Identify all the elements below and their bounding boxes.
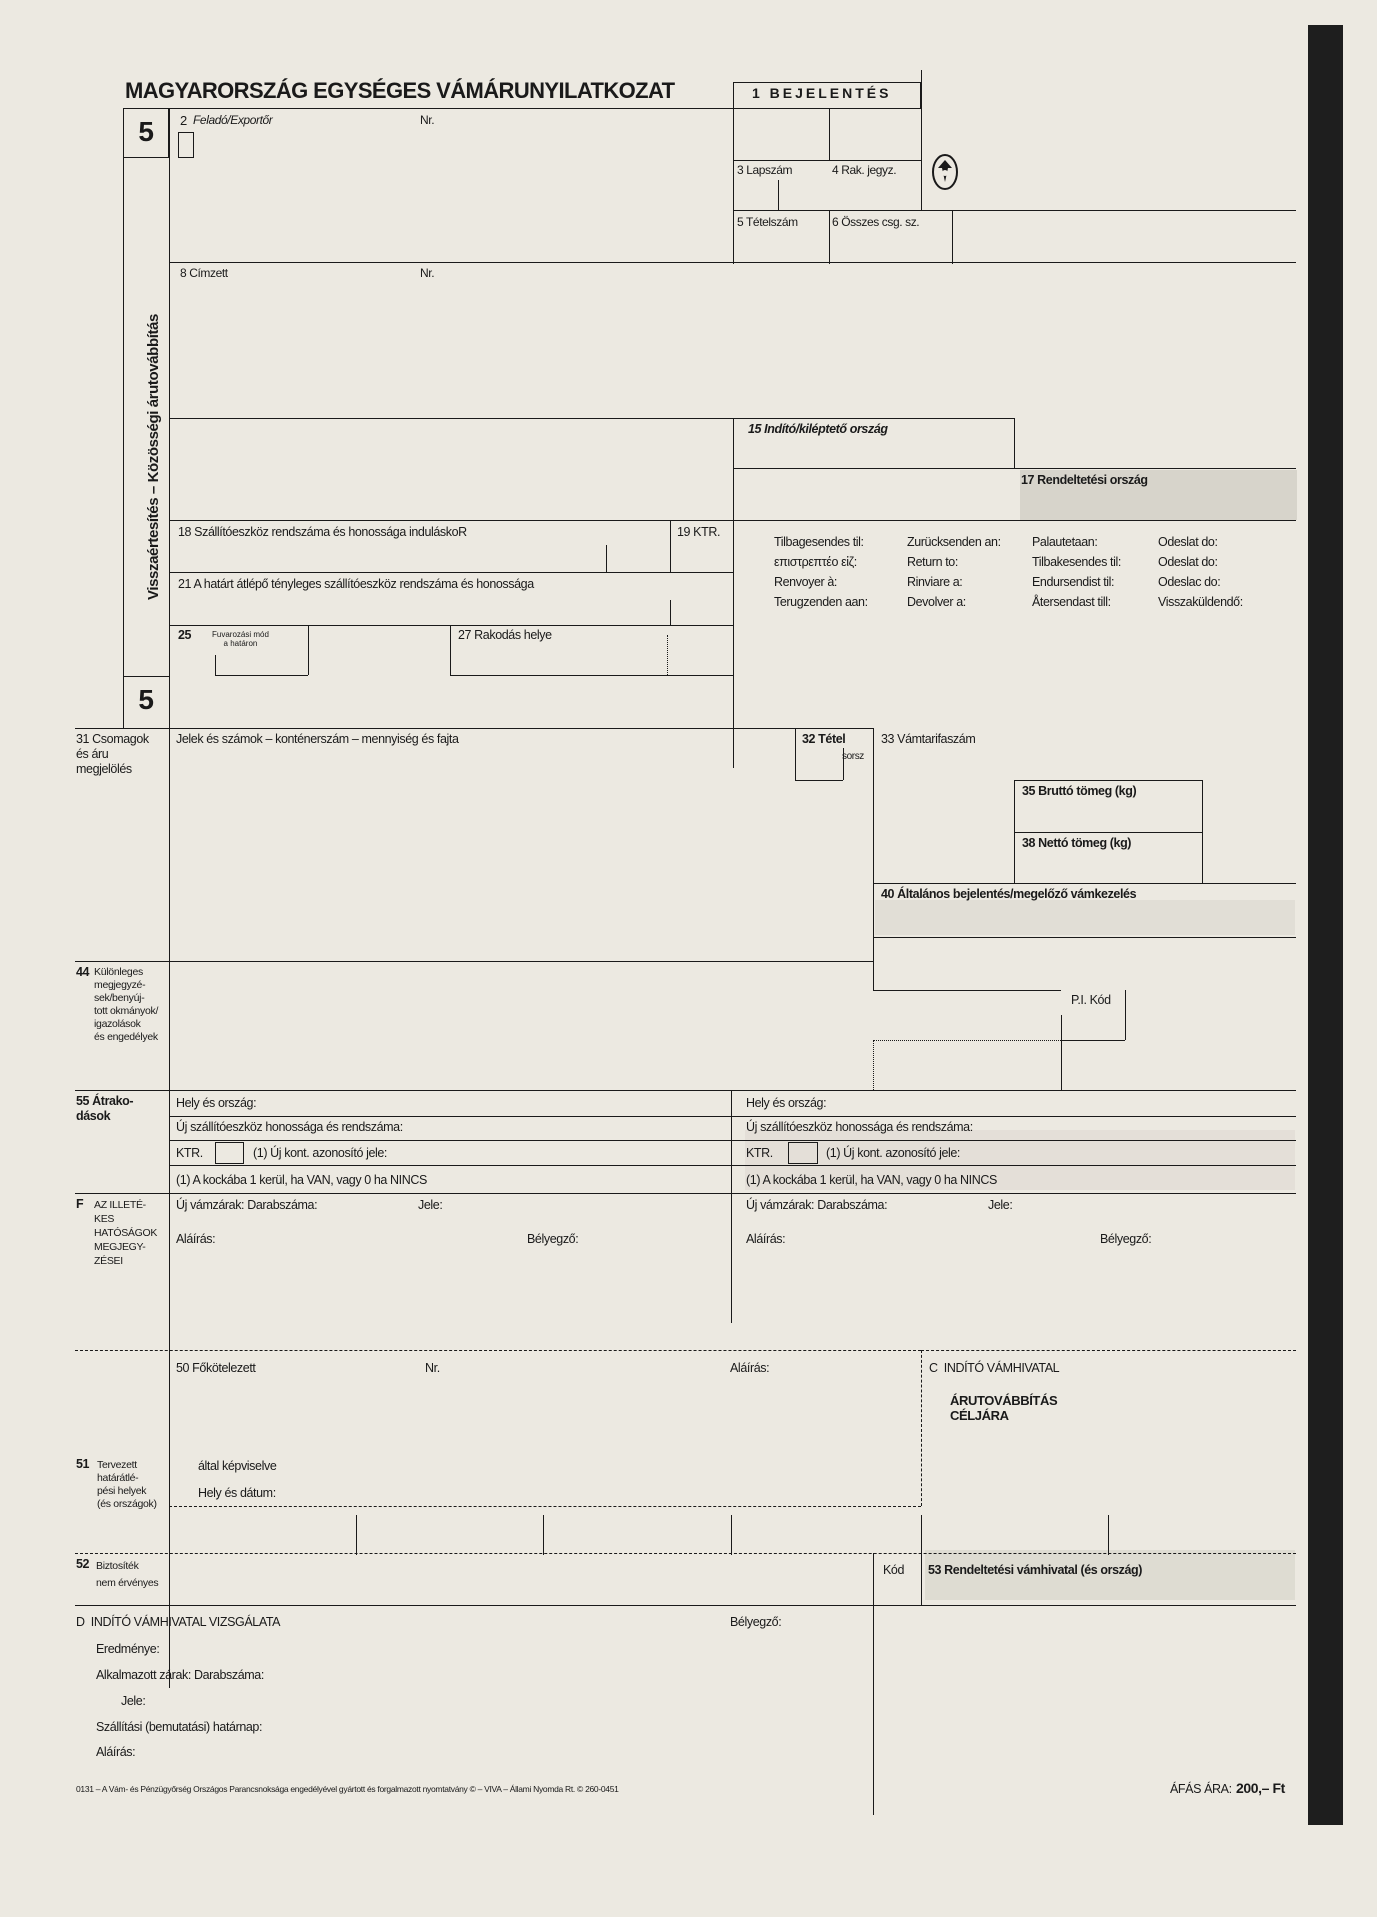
return-address: Odeslat do: (1158, 535, 1218, 549)
field-3-label: 3 Lapszám (737, 163, 793, 177)
field-c-sub-label: ÁRUTOVÁBBÍTÁS CÉLJÁRA (950, 1393, 1058, 1423)
field-44-label: Különleges megjegyzé- sek/benyúj- tott okmányok/ igazolások és engedélyek (94, 966, 159, 1043)
field-18-label: 18 Szállítóeszköz rendszáma és honossága induláskoR (178, 525, 467, 539)
return-address: Endursendist til: (1032, 575, 1115, 589)
line (450, 625, 451, 675)
transhipment-place-left: Hely és ország: (176, 1096, 257, 1110)
field-17-label: 17 Rendeltetési ország (1021, 473, 1148, 487)
seals-mark-left: Jele: (418, 1198, 443, 1212)
return-address: Tilbagesendes til: (774, 535, 864, 549)
transhipment-vehicle-right: Új szállítóeszköz honossága és rendszáma: (746, 1120, 973, 1134)
line (308, 625, 309, 675)
field-51-number: 51 (76, 1457, 90, 1471)
field-40-label: 40 Általános bejelentés/megelőző vámkezelés (881, 887, 1137, 901)
field-25-label: Fuvarozási mód a határon (212, 630, 269, 648)
line (169, 262, 1296, 263)
field-52-label: Biztosíték nem érvényes (96, 1560, 159, 1589)
line (169, 1165, 1296, 1166)
field-d-deadline: Szállítási (bemutatási) határnap: (96, 1720, 263, 1734)
line (169, 1506, 921, 1507)
field-d-seals-mark: Jele: (121, 1694, 146, 1708)
line (733, 210, 1296, 211)
field-d-result: Eredménye: (96, 1642, 160, 1656)
return-address: Odeslac do: (1158, 575, 1221, 589)
field-33-label: 33 Vámtarifaszám (881, 732, 976, 746)
line (75, 1350, 921, 1351)
field-15-label: 15 Indító/kiléptető ország (748, 422, 888, 436)
line (670, 545, 671, 572)
line (921, 1515, 922, 1555)
field-38-label: 38 Nettó tömeg (kg) (1022, 836, 1132, 850)
field-21-label: 21 A határt átlépő tényleges szállítóeszköz rendszáma és honossága (178, 577, 534, 591)
field-8-label: 8 Címzett (180, 266, 228, 280)
field-1-label: 1 BEJELENTÉS (752, 85, 892, 101)
line (1108, 1515, 1109, 1555)
field-27-label: 27 Rakodás helye (458, 628, 552, 642)
line (169, 418, 1014, 419)
field-19-label: 19 KTR. (677, 525, 721, 539)
line (670, 600, 671, 625)
represented-by: által képviselve (198, 1459, 277, 1473)
line (829, 108, 830, 160)
new-seals-right: Új vámzárak: Darabszáma: (746, 1198, 888, 1212)
field-51-label: Tervezett határátlé- pési helyek (és országok) (97, 1459, 157, 1510)
line (123, 676, 169, 677)
transhipment-ktr-right: KTR. (746, 1146, 773, 1160)
vertical-side-label: Visszaértesítés – Közösségi árutovábbítás (145, 314, 162, 600)
line (733, 418, 734, 768)
line (921, 1553, 922, 1605)
footer-imprint: 0131 – A Vám- és Pénzügyőrség Országos Parancsnoksága engedélyével gyártott és forgalmazott nyomtatvány © – VIVA – Állami Nyomda Rt. © 260-0451 (76, 1784, 619, 1794)
ktr-checkbox-left[interactable] (215, 1142, 244, 1164)
line (795, 728, 796, 780)
field-32-label: 32 Tétel (802, 732, 846, 746)
transhipment-container-left: (1) Új kont. azonosító jele: (253, 1146, 388, 1160)
line (75, 961, 873, 962)
line (1014, 418, 1015, 468)
transhipment-vehicle-left: Új szállítóeszköz honossága és rendszáma: (176, 1120, 403, 1134)
line (921, 70, 922, 210)
shade-40 (875, 900, 1295, 935)
right-edge-bar (1308, 25, 1343, 1825)
copy-number-bottom: 5 (138, 684, 154, 715)
line (215, 655, 216, 675)
line (1061, 1040, 1125, 1041)
line (169, 1116, 1296, 1117)
line (169, 108, 170, 1688)
field-6-label: 6 Összes csg. sz. (832, 215, 920, 229)
line (873, 1040, 1061, 1041)
field-52-number: 52 (76, 1557, 90, 1571)
return-address: Palautetaan: (1032, 535, 1098, 549)
signature-right: Aláírás: (746, 1232, 786, 1246)
line (169, 108, 921, 109)
line (75, 728, 873, 729)
field-d-label: D INDÍTÓ VÁMHIVATAL VIZSGÁLATA (76, 1615, 281, 1629)
line (873, 1605, 874, 1815)
line (450, 675, 733, 676)
line (169, 625, 733, 626)
field-31-sub-label: Jelek és számok – konténerszám – mennyiség és fajta (176, 732, 459, 746)
line (829, 210, 830, 264)
line (873, 728, 874, 990)
form-title: MAGYARORSZÁG EGYSÉGES VÁMÁRUNYILATKOZAT (125, 78, 675, 103)
price-label: ÁFÁS ÁRA: (1170, 1782, 1232, 1796)
field-55-label: 55 Átrako- dások (76, 1094, 134, 1123)
line (873, 883, 1296, 884)
return-address: Terugzenden aan: (774, 595, 868, 609)
line (215, 675, 308, 676)
line (75, 1090, 1296, 1091)
line (733, 468, 1296, 469)
field-2-nr: Nr. (420, 113, 435, 127)
field-31-label: 31 Csomagok és áru megjelölés (76, 732, 149, 776)
field-2-label: Feladó/Exportőr (193, 113, 273, 127)
return-address: Return to: (907, 555, 958, 569)
return-address: Odeslat do: (1158, 555, 1218, 569)
return-address: Tilbakesendes til: (1032, 555, 1121, 569)
line (873, 1040, 874, 1090)
line (843, 748, 844, 780)
line (169, 1140, 1296, 1141)
pl-kod-label: P.I. Kód (1071, 993, 1111, 1007)
stamp-right: Bélyegző: (1100, 1232, 1152, 1246)
line (873, 990, 1061, 991)
field-50-nr: Nr. (425, 1361, 440, 1375)
line (733, 82, 734, 264)
line (921, 1350, 922, 1506)
transhipment-place-right: Hely és ország: (746, 1096, 827, 1110)
line (778, 180, 779, 210)
field-32-sub-label: sorsz (842, 751, 864, 762)
field-25-number: 25 (178, 628, 192, 642)
line (169, 520, 1296, 521)
line (1125, 990, 1126, 1040)
field-53-label: 53 Rendeltetési vámhivatal (és ország) (928, 1563, 1143, 1577)
field-35-label: 35 Bruttó tömeg (kg) (1022, 784, 1137, 798)
line (667, 635, 668, 675)
seals-mark-right: Jele: (988, 1198, 1013, 1212)
line (123, 108, 124, 728)
field-d-seals-count: Alkalmazott zárak: Darabszáma: (96, 1668, 264, 1682)
field-2-number: 2 (180, 113, 187, 128)
field-44-number: 44 (76, 965, 90, 979)
line (75, 1553, 1296, 1554)
field-d-signature: Aláírás: (96, 1745, 136, 1759)
signature-left: Aláírás: (176, 1232, 216, 1246)
line (543, 1515, 544, 1555)
return-address: Devolver a: (907, 595, 966, 609)
transhipment-container-right: (1) Új kont. azonosító jele: (826, 1146, 961, 1160)
copy-number-top: 5 (138, 116, 154, 147)
line (1202, 780, 1203, 883)
line (952, 210, 953, 264)
field-4-label: 4 Rak. jegyz. (832, 163, 897, 177)
line (1014, 780, 1202, 781)
transhipment-note-right: (1) A kockába 1 kerül, ha VAN, vagy 0 ha NINCS (746, 1173, 997, 1187)
field-2-checkbox[interactable] (178, 132, 194, 158)
field-f-number: F (76, 1197, 84, 1211)
line (731, 1515, 732, 1555)
line (1014, 832, 1202, 833)
place-and-date: Hely és dátum: (198, 1486, 276, 1500)
field-50-label: 50 Főkötelezett (176, 1361, 256, 1375)
line (606, 545, 607, 572)
return-address: Renvoyer à: (774, 575, 837, 589)
customs-emblem-icon (930, 152, 960, 192)
transhipment-note-left: (1) A kockába 1 kerül, ha VAN, vagy 0 ha NINCS (176, 1173, 427, 1187)
kod-label: Kód (883, 1563, 905, 1577)
return-address: Rinviare a: (907, 575, 963, 589)
line (731, 1090, 732, 1323)
line (356, 1515, 357, 1555)
field-f-label: AZ ILLETÉ- KES HATÓSÁGOK MEGJEGY- ZÉSEI (94, 1199, 158, 1267)
return-address: Återsendast till: (1032, 595, 1111, 609)
stamp-left: Bélyegző: (527, 1232, 579, 1246)
line (169, 572, 733, 573)
price-value: 200,– Ft (1236, 1780, 1285, 1796)
field-8-nr: Nr. (420, 266, 435, 280)
return-address: Zurücksenden an: (907, 535, 1001, 549)
line (75, 1605, 1296, 1606)
line (873, 937, 1296, 938)
line (921, 1350, 1296, 1351)
field-d-stamp: Bélyegző: (730, 1615, 782, 1629)
field-5-label: 5 Tételszám (737, 215, 798, 229)
return-address: επιστρεπτέο εἰζ: (774, 555, 857, 569)
transhipment-ktr-left: KTR. (176, 1146, 203, 1160)
line (873, 1553, 874, 1605)
line (1061, 1015, 1062, 1090)
line (75, 1193, 1296, 1194)
new-seals-left: Új vámzárak: Darabszáma: (176, 1198, 318, 1212)
ktr-checkbox-right[interactable] (788, 1142, 818, 1164)
line (670, 520, 671, 545)
return-address: Visszaküldendő: (1158, 595, 1243, 609)
line (733, 160, 921, 161)
field-c-label: C INDÍTÓ VÁMHIVATAL (929, 1361, 1060, 1375)
field-50-signature: Aláírás: (730, 1361, 770, 1375)
line (795, 780, 843, 781)
